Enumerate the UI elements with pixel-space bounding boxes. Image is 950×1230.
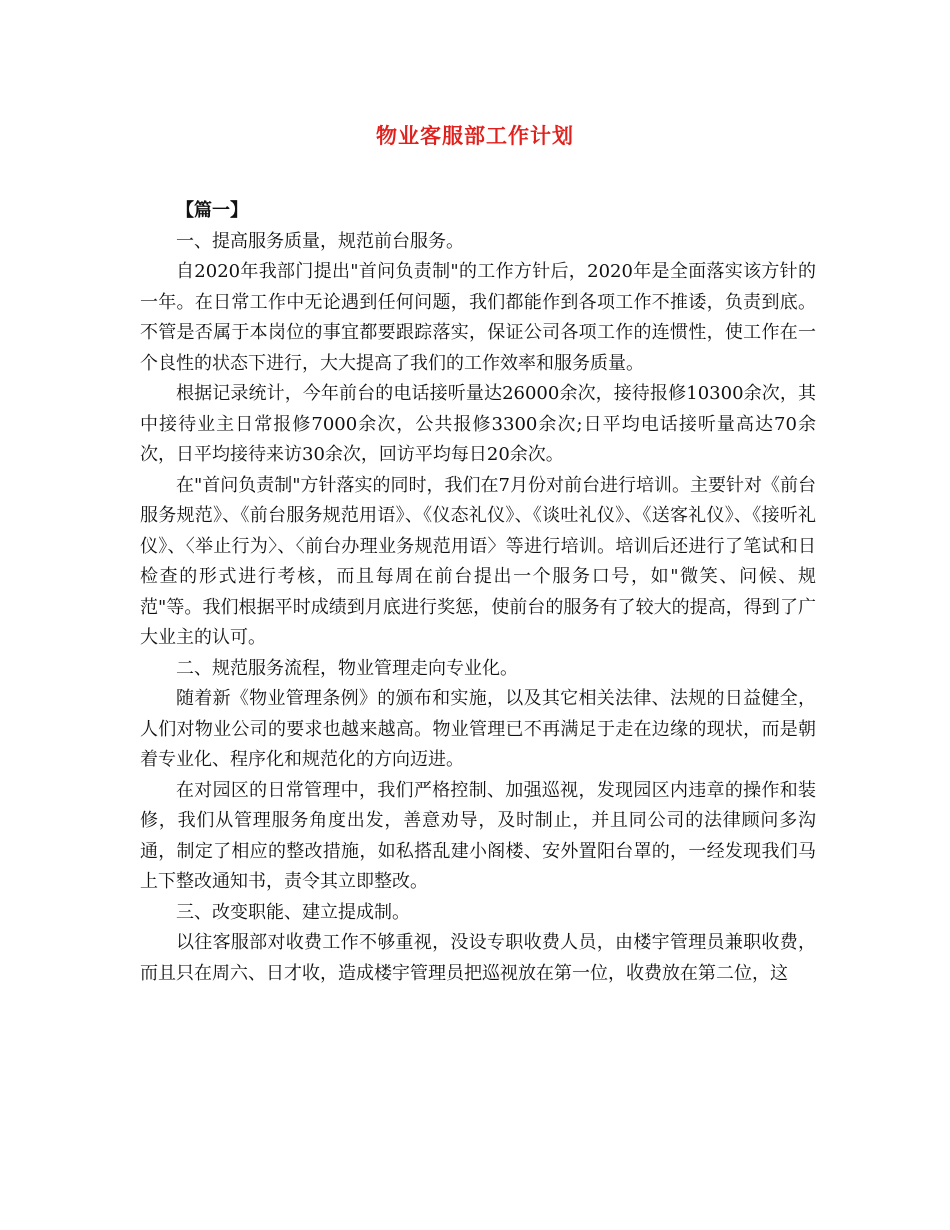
section-heading-3: 三、改变职能、建立提成制。 xyxy=(176,901,410,923)
paragraph: 根据记录统计，今年前台的电话接听量达26000余次，接待报修10300余次，其中接待业主日常报修7000余次，公共报修3300余次;日平均电话接听量高达70余次，日平均接待来访30余次，回访平均每日20余次。 xyxy=(140,383,816,465)
document-title: 物业客服部工作计划 xyxy=(376,123,574,148)
paragraph: 在对园区的日常管理中，我们严格控制、加强巡视，发现园区内违章的操作和装修，我们从管理服务角度出发，善意劝导，及时制止，并且同公司的法律顾问多沟通，制定了相应的整改措施，如私搭乱建小阁楼、安外置阳台罩的，一经发现我们马上下整改通知书，责令其立即整改。 xyxy=(140,779,816,892)
document-body xyxy=(140,196,816,989)
paragraph: 随着新《物业管理条例》的颁布和实施，以及其它相关法律、法规的日益健全，人们对物业公司的要求也越来越高。物业管理已不再满足于走在边缘的现状，而是朝着专业化、程序化和规范化的方向迈进。 xyxy=(140,688,816,770)
paragraph: 以往客服部对收费工作不够重视，没设专职收费人员，由楼宇管理员兼职收费，而且只在周六、日才收，造成楼宇管理员把巡视放在第一位，收费放在第二位，这 xyxy=(140,932,816,984)
section-heading-1: 一、提高服务质量，规范前台服务。 xyxy=(176,230,464,252)
section-tag: 【篇一】 xyxy=(176,200,248,221)
paragraph: 在"首问负责制"方针落实的同时，我们在7月份对前台进行培训。主要针对《前台服务规范》、《前台服务规范用语》、《仪态礼仪》、《谈吐礼仪》、《送客礼仪》、《接听礼仪》、〈举止行为〉、〈前台办理业务规范用语〉等进行培训。培训后还进行了笔试和日检查的形式进行考核，而且每周在前台提出一个服务口号，如"微笑、问候、规范"等。我们根据平时成绩到月底进行奖惩，使前台的服务有了较大的提高，得到了广大业主的认可。 xyxy=(140,474,817,648)
paragraph: 自2020年我部门提出"首问负责制"的工作方针后，2020年是全面落实该方针的一年。在日常工作中无论遇到任何问题，我们都能作到各项工作不推诿，负责到底。不管是否属于本岗位的事宜都要跟踪落实，保证公司各项工作的连惯性，使工作在一个良性的状态下进行，大大提高了我们的工作效率和服务质量。 xyxy=(140,261,816,374)
section-heading-2: 二、规范服务流程，物业管理走向专业化。 xyxy=(176,657,518,679)
